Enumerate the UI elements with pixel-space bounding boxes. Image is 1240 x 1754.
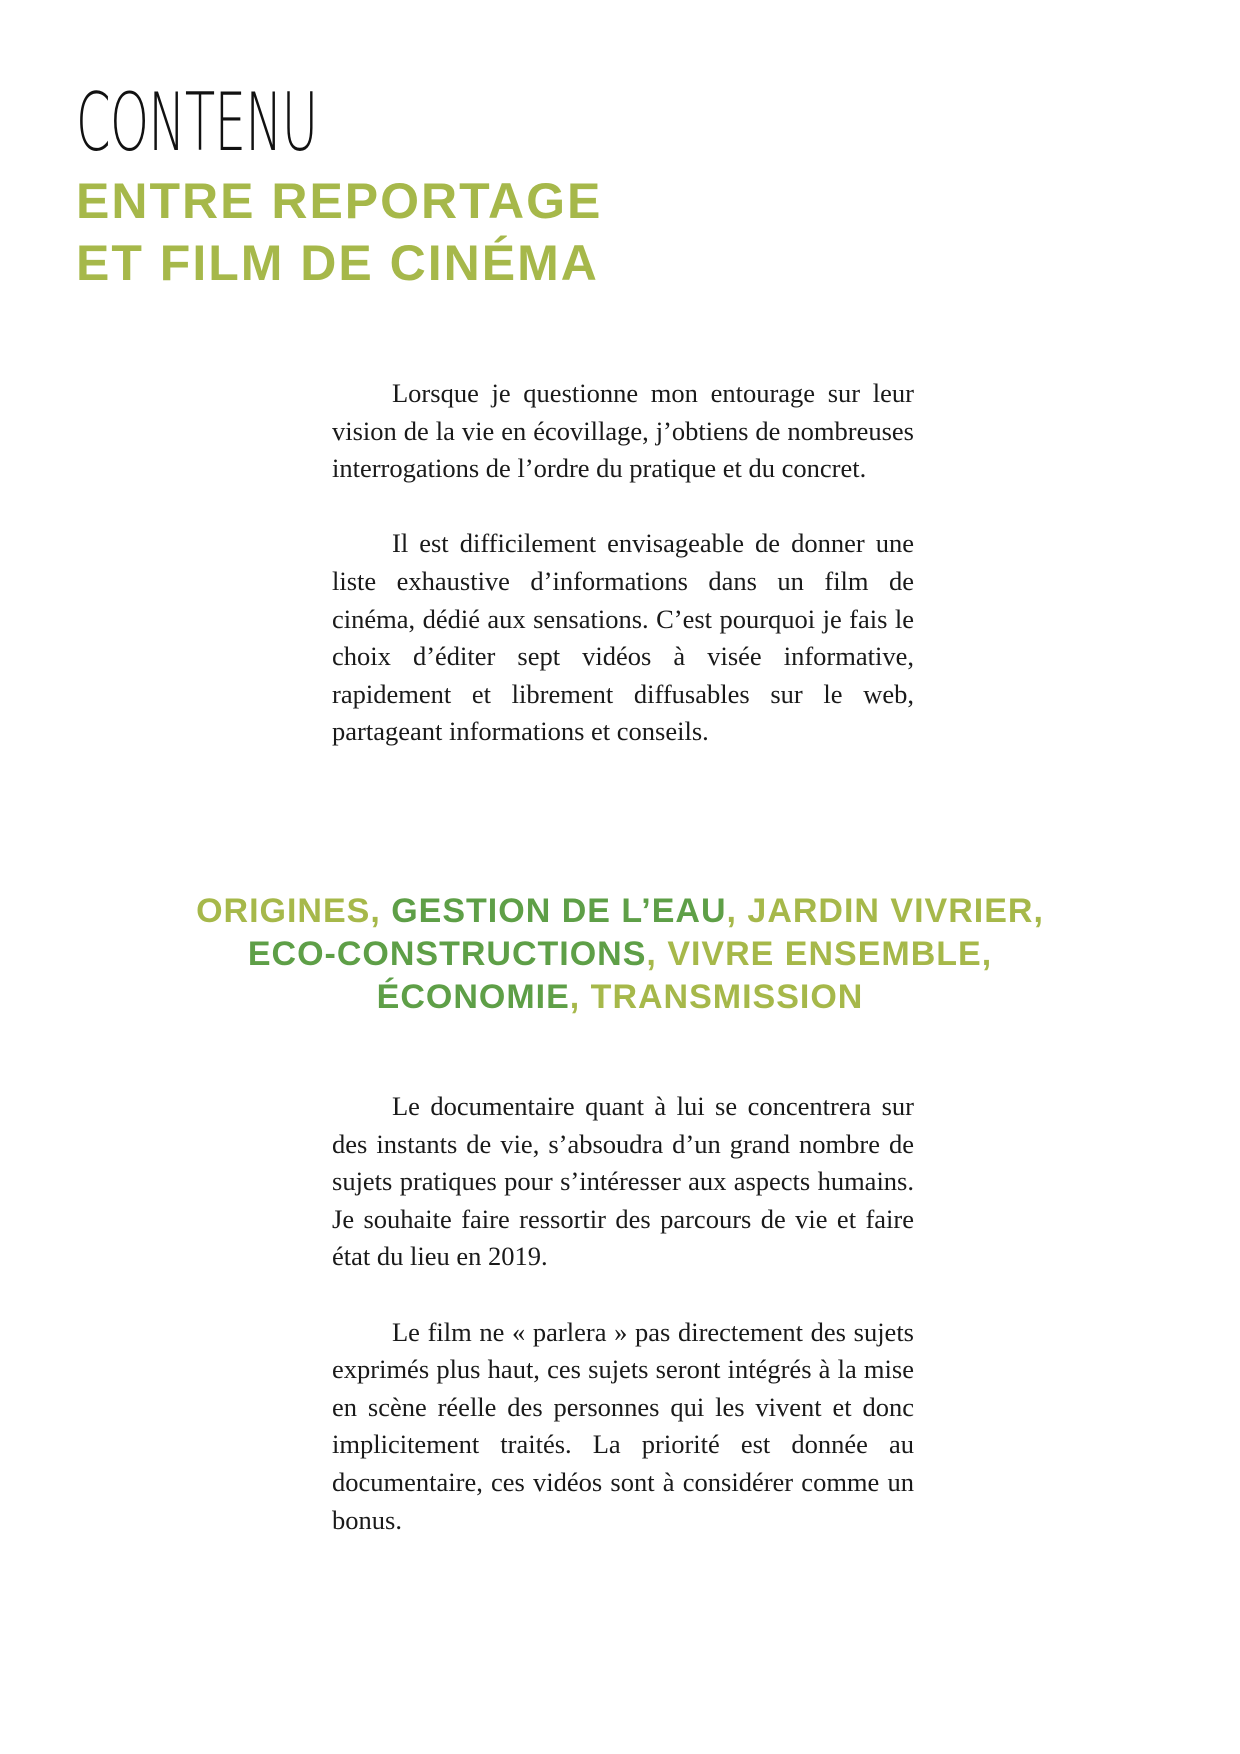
topic-origines: ORIGINES <box>196 892 371 930</box>
page-title: CONTENU <box>76 76 318 169</box>
topic-eco-constructions: ECO-CONSTRUCTIONS <box>247 935 647 973</box>
documentary-paragraph-2: Le film ne « parlera » pas directement des sujets exprimés plus haut, ces sujets seront intégrés à la mise en scène réelle des personnes qui les vivent et donc implicitement traités. La priorité est donnée au documentaire, ces vidéos sont à considérer comme un bonus. <box>332 1316 914 1535</box>
topics-line-1 <box>0 890 1240 933</box>
topic-separator: , <box>646 935 668 973</box>
intro-text-block <box>332 375 914 789</box>
intro-paragraph-1: Lorsque je questionne mon entourage sur leur vision de la vie en écovillage, j’obtiens de nombreuses interrogations de l’ordre du pratique et du concret. <box>332 378 914 484</box>
documentary-paragraph-1: Le documentaire quant à lui se concentrera sur des instants de vie, s’absoudra d’un grand nombre de sujets pratiques pour s’intéresser aux aspects humains. Je souhaite faire ressortir des parcours de vie et faire état du lieu en 2019. <box>332 1091 914 1272</box>
subtitle-line-2: ET FILM DE CINÉMA <box>76 235 599 291</box>
topic-vivre-ensemble: VIVRE ENSEMBLE, <box>667 935 993 973</box>
intro-paragraph-2: Il est difficilement envisageable de donner une liste exhaustive d’informations dans un film de cinéma, dédié aux sensations. C’est pourquoi je fais le choix d’éditer sept vidéos à visée informative, rapidement et librement diffusables sur le web, partageant informations et conseils. <box>332 528 914 747</box>
topic-gestion-eau: GESTION DE L’EAU <box>391 892 727 930</box>
topics-line-3 <box>0 976 1240 1019</box>
topic-economie: ÉCONOMIE <box>376 978 570 1016</box>
topic-jardin-vivrier: JARDIN VIVRIER, <box>747 892 1044 930</box>
page-subtitle <box>76 170 602 294</box>
topic-separator: , <box>569 978 591 1016</box>
topic-separator: , <box>726 892 748 930</box>
topic-transmission: TRANSMISSION <box>590 978 864 1016</box>
video-topics-list <box>0 890 1240 1019</box>
documentary-text-block <box>332 1088 914 1577</box>
subtitle-line-1: ENTRE REPORTAGE <box>76 173 603 229</box>
topics-line-2 <box>0 933 1240 976</box>
topic-separator: , <box>370 892 392 930</box>
